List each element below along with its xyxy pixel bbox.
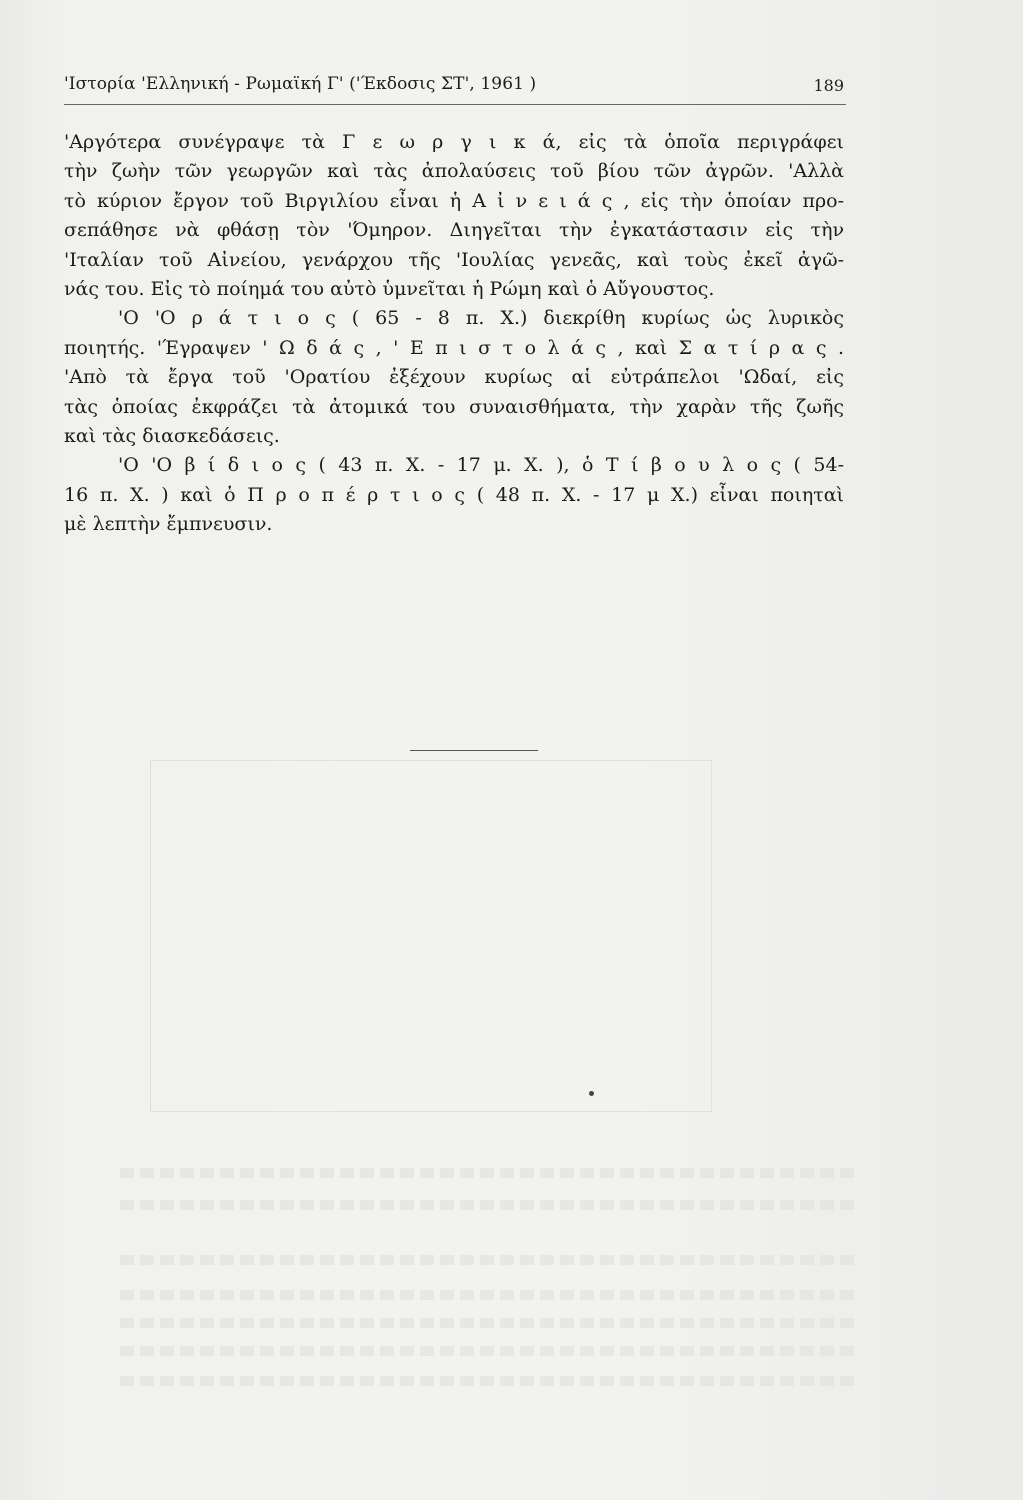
text-line: τὰς ὁποίας ἐκφράζει τὰ ἀτομικά του συναισθήματα, τὴν χαρὰν τῆς ζωῆς bbox=[64, 395, 844, 418]
show-through-line bbox=[120, 1376, 860, 1386]
text-line: 'Ο 'Ο β ί δ ι ο ς ( 43 π. Χ. - 17 μ. Χ. ), ὁ Τ ί β ο υ λ ο ς ( 54- bbox=[118, 454, 844, 477]
text-line: νάς του. Εἰς τὸ ποίημά του αὐτὸ ὑμνεῖται ἡ Ρώμη καὶ ὁ Αὔγουστος. bbox=[64, 278, 715, 301]
text-line: ποιητής. 'Έγραψεν ' Ω δ ά ς , ' Ε π ι σ τ ο λ ά ς , καὶ Σ α τ ί ρ α ς . bbox=[64, 336, 844, 359]
header-rule bbox=[64, 104, 846, 105]
show-through-line bbox=[120, 1346, 860, 1356]
text-line: τὸ κύριον ἔργον τοῦ Βιργιλίου εἶναι ἡ Α ἰ ν ε ι ά ς , εἰς τὴν ὁποίαν προ- bbox=[64, 189, 844, 212]
body-text bbox=[64, 128, 844, 540]
text-line: μὲ λεπτὴν ἔμπνευσιν. bbox=[64, 513, 273, 536]
show-through-line bbox=[120, 1255, 860, 1265]
show-through-frame bbox=[150, 760, 712, 1112]
text-line: 'Ιταλίαν τοῦ Αἰνείου, γενάρχου τῆς 'Ιουλίας γενεᾶς, καὶ τοὺς ἐκεῖ ἀγῶ- bbox=[64, 248, 844, 271]
text-line: 16 π. Χ. ) καὶ ὁ Π ρ ο π έ ρ τ ι ο ς ( 48 π. Χ. - 17 μ Χ.) εἶναι ποιηταὶ bbox=[64, 483, 844, 506]
paragraph-ovid-tibullus-propertius bbox=[64, 451, 844, 539]
paragraph-horace bbox=[64, 304, 844, 451]
ink-speck bbox=[589, 1091, 594, 1096]
page-header bbox=[64, 70, 844, 100]
text-line: 'Ο 'Ο ρ ά τ ι ο ς ( 65 - 8 π. Χ.) διεκρίθη κυρίως ὡς λυρικὸς bbox=[118, 307, 844, 330]
show-through-line bbox=[120, 1200, 860, 1210]
text-line: καὶ τὰς διασκεδάσεις. bbox=[64, 425, 280, 448]
text-line: τὴν ζωὴν τῶν γεωργῶν καὶ τὰς ἀπολαύσεις τοῦ βίου τῶν ἀγρῶν. 'Αλλὰ bbox=[64, 160, 844, 183]
show-through-line bbox=[120, 1318, 860, 1328]
paragraph-georgics-aeneid bbox=[64, 128, 844, 304]
text-line: 'Απὸ τὰ ἔργα τοῦ 'Ορατίου ἐξέχουν κυρίως αἱ εὐτράπελοι 'Ωδαί, εἰς bbox=[64, 366, 844, 389]
page-number: 189 bbox=[813, 76, 844, 95]
show-through-line bbox=[120, 1168, 860, 1178]
running-title: 'Ιστορία 'Ελληνική - Ρωμαϊκή Γ' ('Έκδοσις ΣΤ', 1961 ) bbox=[64, 74, 537, 94]
section-separator bbox=[410, 750, 538, 751]
text-line: 'Αργότερα συνέγραψε τὰ Γ ε ω ρ γ ι κ ά, εἰς τὰ ὁποῖα περιγράφει bbox=[64, 131, 844, 153]
text-line: σεπάθησε νὰ φθάσῃ τὸν 'Όμηρον. Διηγεῖται τὴν ἐγκατάστασιν εἰς τὴν bbox=[64, 219, 844, 242]
show-through-line bbox=[120, 1290, 860, 1300]
